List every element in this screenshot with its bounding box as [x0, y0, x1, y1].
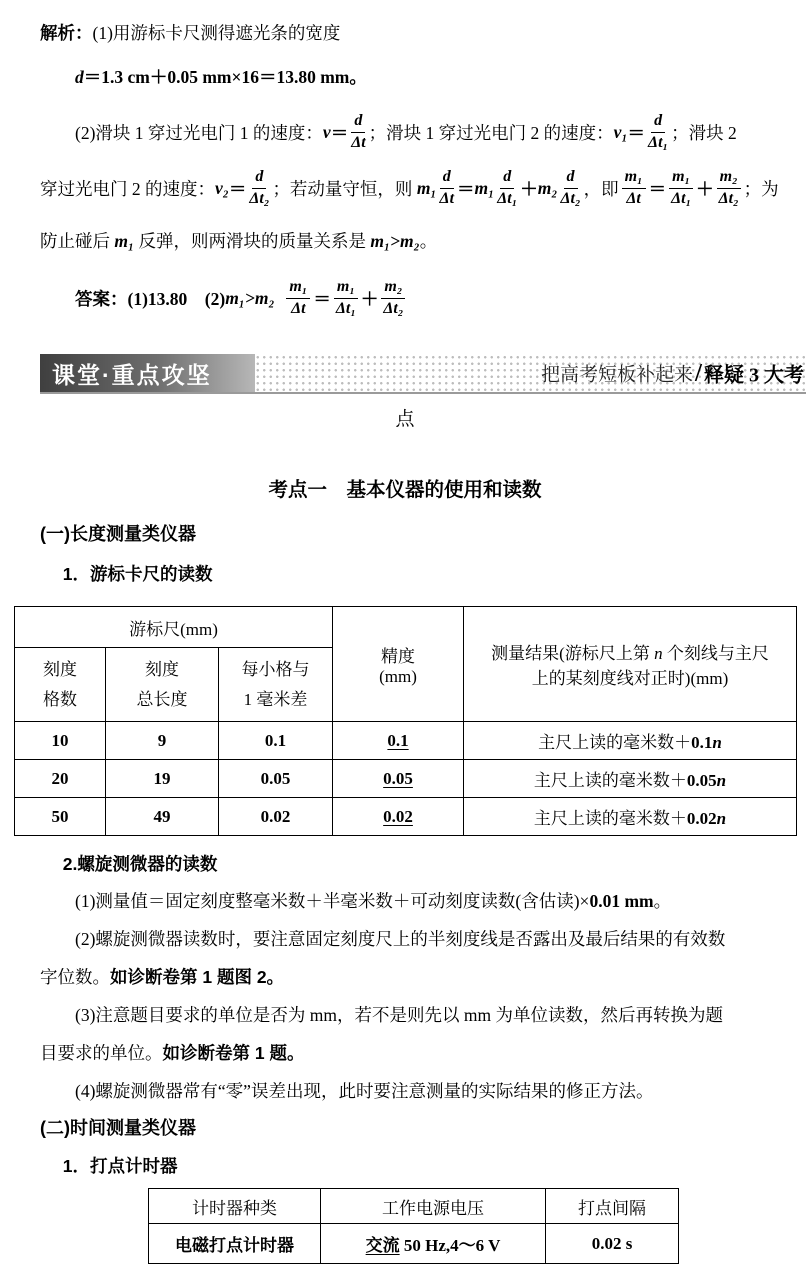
- text-run: 穿过光电门 2 的速度：: [40, 178, 215, 199]
- fraction: $\frac{\text{m₁}}{\Delta t}$: [622, 168, 646, 208]
- result-cell: 主尺上读的毫米数＋0.1n: [464, 722, 797, 760]
- spacer-run: [275, 288, 284, 309]
- col-header-voltage: 工作电源电压: [321, 1189, 546, 1224]
- text-run: 。: [653, 891, 672, 911]
- precision-value: 0.02: [333, 798, 464, 836]
- precision-value: 0.05: [333, 760, 464, 798]
- solution-paragraph-2: [40, 226, 770, 256]
- banner-title: 课堂·重点攻坚: [52, 361, 212, 388]
- reference-run: 如诊断卷第 1 题图 2。: [110, 967, 285, 987]
- text-run: 反弹，则两滑块的质量关系是: [134, 231, 371, 251]
- table-row: 50 49 0.02 0.02 主尺上读的毫米数＋0.02n: [15, 798, 797, 836]
- mass-relation: m₁>m₂: [370, 231, 420, 251]
- voltage-value: 50 Hz,4～6 V: [399, 1236, 501, 1255]
- result-header: 测量结果(游标尺上第 n 个刻线与主尺 上的某刻度线对正时)(mm): [464, 607, 797, 722]
- col-header-timer-kind: 计时器种类: [149, 1189, 321, 1224]
- equals-sign: ＝: [313, 288, 331, 309]
- text-run: (1)用游标卡尺测得遮光条的宽度: [92, 23, 341, 43]
- timer-table-header: [149, 1189, 679, 1224]
- text-run: ＝1.3 cm＋0.05 mm×16＝13.80 mm。: [83, 67, 367, 87]
- col-header-diff: 每小格与 1 毫米差: [219, 648, 333, 722]
- answer-line: [40, 270, 770, 326]
- subsection-length-instruments: (一)长度测量类仪器: [40, 524, 196, 544]
- fraction: $\frac{d}{\Delta t}$: [351, 112, 366, 151]
- text-run: 字位数。: [40, 967, 110, 987]
- plus-sign: ＋: [520, 178, 538, 199]
- micrometer-note-2-line-2: [40, 962, 770, 992]
- ac-label: 交流: [365, 1236, 400, 1255]
- col-header-interval: 打点间隔: [546, 1189, 679, 1224]
- item-vernier-caliper: 1．游标卡尺的读数: [62, 564, 213, 584]
- banner-tagline: [541, 359, 804, 388]
- interval-cell: 0.02 s: [546, 1224, 679, 1264]
- analysis-label: 解析：: [40, 23, 93, 43]
- text-run: ；若动量守恒，则: [272, 178, 417, 199]
- variable-v: v: [322, 121, 331, 142]
- text-run: ；滑块 2: [671, 122, 737, 143]
- text-run: ；为: [743, 178, 779, 199]
- fraction: $\frac{\text{m₁}}{\Delta t}$: [286, 278, 310, 318]
- result-cell: 主尺上读的毫米数＋0.02n: [464, 798, 797, 836]
- fraction: $\frac{\text{m₂}}{\text{Δt₂}}$: [718, 168, 739, 207]
- result-cell: 主尺上读的毫米数＋0.05n: [464, 760, 797, 798]
- precision-header: 精度 (mm): [333, 607, 464, 722]
- reference-run: 如诊断卷第 1 题。: [162, 1043, 305, 1063]
- solution-equation-d: [40, 64, 770, 90]
- subsection-time-instruments: (二)时间测量类仪器: [40, 1118, 196, 1138]
- equals-sign: ＝: [330, 122, 349, 143]
- variable-d: d: [75, 67, 84, 87]
- fraction: $\frac{d}{\text{Δt₂}}$: [249, 168, 270, 207]
- solution-formula-line-1: [40, 104, 770, 160]
- solution-formula-line-2: [40, 160, 779, 216]
- micrometer-note-3-line-2: [40, 1038, 770, 1068]
- timer-kind-cell: 电磁打点计时器: [149, 1224, 321, 1264]
- fraction: $\frac{d}{\text{Δt₁}}$: [648, 112, 669, 151]
- item-micrometer: 2.螺旋测微器的读数: [62, 854, 218, 874]
- fraction: $\frac{\text{m₁}}{\text{Δt₁}}$: [671, 168, 692, 207]
- slash-divider: /: [695, 359, 702, 386]
- variable-v2: v₂: [215, 177, 229, 198]
- table-row: [149, 1224, 679, 1264]
- micrometer-note-3-line-1: (3)注意题目要求的单位是否为 mm，若不是则先以 mm 为单位读数，然后再转换为题: [75, 1005, 723, 1025]
- micrometer-note-4: (4)螺旋测微器常有“零”误差出现，此时要注意测量的实际结果的修正方法。: [75, 1081, 654, 1101]
- topic-heading: 考点一 基本仪器的使用和读数: [268, 479, 542, 501]
- micrometer-note-1: [40, 886, 770, 916]
- col-header-divisions: 刻度 格数: [15, 648, 106, 722]
- vernier-group-header: 游标尺(mm): [15, 607, 333, 648]
- precision-value: 0.1: [333, 722, 464, 760]
- vernier-table: [14, 606, 797, 836]
- equals-sign: ＝: [228, 178, 247, 199]
- text-run: 目要求的单位。: [40, 1043, 163, 1063]
- table-row: 20 19 0.05 0.05 主尺上读的毫米数＋0.05n: [15, 760, 797, 798]
- variable-n: n: [654, 644, 663, 663]
- section-banner: [40, 354, 806, 394]
- equals-sign: ＝: [457, 178, 475, 199]
- tagline-right: 释疑 3 大考: [704, 364, 804, 387]
- variable-m1: m₁: [474, 177, 495, 198]
- fraction: $\frac{\text{m₁}}{\text{Δt₁}}$: [335, 278, 356, 317]
- text-run: ；滑块 1 穿过光电门 2 的速度：: [368, 122, 614, 143]
- banner-title-block: [40, 354, 255, 392]
- fraction: $\frac{d}{\Delta t}$: [439, 168, 455, 207]
- variable-m2: m₂: [537, 177, 558, 198]
- tagline-left: 把高考短板补起来: [541, 364, 694, 386]
- fraction: $\frac{\text{m₂}}{\text{Δt₂}}$: [383, 278, 404, 317]
- variable-v1: v₁: [613, 121, 628, 142]
- table-row: 10 9 0.1 0.1 主尺上读的毫米数＋0.1n: [15, 722, 797, 760]
- text-run: 防止碰后: [40, 231, 115, 251]
- answer-label: 答案：: [75, 288, 128, 309]
- micrometer-note-2-line-1: (2)螺旋测微器读数时，要注意固定刻度尺上的半刻度线是否露出及最后结果的有效数: [75, 929, 726, 949]
- plus-sign: ＋: [360, 288, 379, 309]
- col-header-total-length: 刻度 总长度: [106, 648, 219, 722]
- equals-sign: ＝: [648, 178, 667, 199]
- text-run: (1)测量值＝固定刻度整毫米数＋半毫米数＋可动刻度读数(含估读)×: [75, 891, 590, 911]
- text-run: ，即: [583, 178, 619, 199]
- text-run: (2)滑块 1 穿过光电门 1 的速度：: [75, 122, 323, 143]
- mass-relation: m₁>m₂: [225, 287, 275, 308]
- plus-sign: ＋: [696, 178, 714, 199]
- fraction: $\frac{d}{\text{Δt₁}}$: [497, 168, 518, 207]
- value-run: 0.01 mm: [589, 891, 654, 911]
- timer-table: [148, 1188, 679, 1264]
- text-run: (1)13.80 (2): [127, 288, 226, 309]
- solution-paragraph-1: [40, 20, 770, 46]
- fraction: $\frac{d}{\text{Δt₂}}$: [560, 168, 581, 207]
- text-run: 。: [419, 231, 438, 251]
- variable-m1: m₁: [416, 177, 437, 198]
- item-timer: 1．打点计时器: [62, 1156, 178, 1176]
- equals-sign: ＝: [627, 122, 646, 143]
- voltage-cell: [321, 1224, 546, 1264]
- variable-m1: m₁: [114, 231, 135, 251]
- tagline-wrap-char: 点: [395, 409, 415, 430]
